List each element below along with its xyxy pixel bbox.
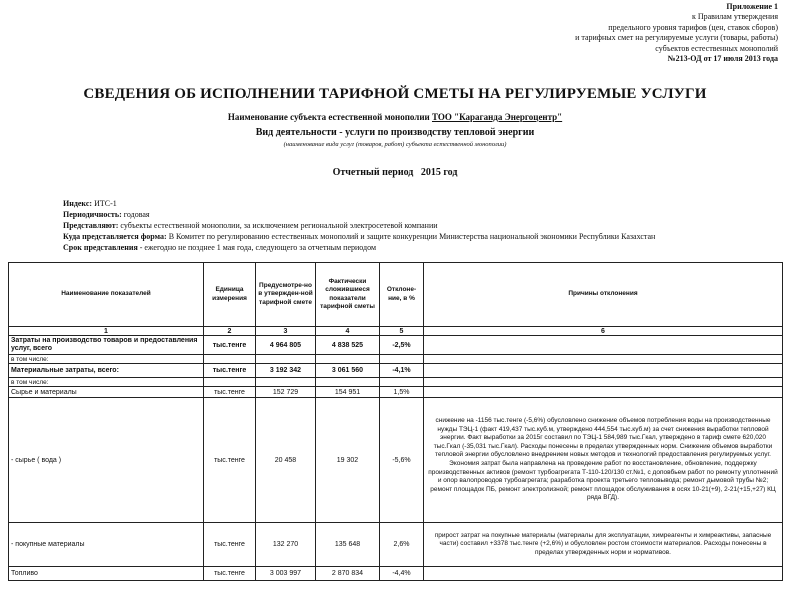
form-meta [63,198,763,253]
row-unit: тыс.тенге [204,387,256,398]
table-row [9,364,783,378]
period-label: Отчетный период [332,167,414,178]
row-name: Затраты на производство товаров и предоставления услуг, всего [9,336,204,355]
subject-label: Наименование субъекта естественной монополии [227,112,430,122]
appendix-line: к Правилам утверждения [691,12,778,22]
row-deviation: -4,4% [380,567,424,581]
row-planned: 4 964 805 [256,336,316,355]
row-planned: 3 003 997 [256,567,316,581]
column-number: 1 [9,327,204,336]
row-name: - сырье ( вода ) [9,398,204,523]
period-line [0,167,790,178]
appendix-line: субъектов естественных монополий [655,43,778,53]
period-value: 2015 год [420,167,458,178]
table-row [9,523,783,567]
header-planned: Предусмотре-но в утвержден-ной тарифной смете [256,263,316,327]
row-actual: 4 838 525 [316,336,380,355]
row-unit: тыс.тенге [204,523,256,567]
row-actual: 2 870 834 [316,567,380,581]
row-planned: 3 192 342 [256,364,316,378]
meta-index-value: ИТС-1 [92,199,117,208]
row-deviation: -5,6% [380,398,424,523]
table-header-row [9,263,783,327]
meta-destination-label: Куда представляется форма: [63,232,167,241]
tariff-execution-table [8,262,783,581]
row-name: Материальные затраты, всего: [9,364,204,378]
meta-periodicity-label: Периодичность: [63,210,122,219]
column-number: 6 [424,327,783,336]
activity-line [0,127,790,138]
row-planned [256,355,316,364]
row-name: в том числе: [9,378,204,387]
column-number: 3 [256,327,316,336]
subject-line [0,112,790,122]
table-row [9,387,783,398]
row-unit: тыс.тенге [204,364,256,378]
meta-periodicity-value: годовая [121,210,150,219]
row-name: - покупные материалы [9,523,204,567]
row-unit: тыс.тенге [204,398,256,523]
meta-periodicity [63,209,763,220]
row-name: Сырье и материалы [9,387,204,398]
row-name: в том числе: [9,355,204,364]
column-number: 4 [316,327,380,336]
table-row [9,336,783,355]
row-actual [316,378,380,387]
header-name: Наименование показателей [9,263,204,327]
row-unit [204,378,256,387]
row-deviation: -4,1% [380,364,424,378]
subject-value: ТОО "Караганда Энергоцентр" [431,112,563,122]
appendix-order: №213-ОД от 17 июля 2013 года [667,54,778,64]
row-actual [316,355,380,364]
table-row [9,378,783,387]
appendix-line: предельного уровня тарифов (цен, ставок сборов) [608,22,778,32]
row-deviation: -2,5% [380,336,424,355]
document-title: СВЕДЕНИЯ ОБ ИСПОЛНЕНИИ ТАРИФНОЙ СМЕТЫ НА РЕГУЛИРУЕМЫЕ УСЛУГИ [83,86,707,102]
row-reason [424,378,783,387]
column-number-row [9,327,783,336]
appendix-line: и тарифных смет на регулируемые услуги (товары, работы) [575,33,778,43]
appendix-number: Приложение 1 [726,2,778,11]
row-planned: 152 729 [256,387,316,398]
row-deviation: 2,6% [380,523,424,567]
table-row [9,567,783,581]
row-actual: 135 648 [316,523,380,567]
row-actual: 154 951 [316,387,380,398]
row-reason: снижение на -1156 тыс.тенге (-5,6%) обусловлено снижение объемов потребления воды на производственные нужды ТЭЦ-1 (факт 419,437 тыс.куб.м, утверждено 444,554 тыс.куб.м) за счет снижения выработки тепловой энергии. Факт выработки за 2015г составил по ТЭЦ-1 584,989 тыс.Гкал, утверждено в тариф смете 620,020 тыс.Гкал (-35,031 тыс.Гкал). Расходы понесены в пределах утвержденных норм. Снижение объемов выработки тепловой энергии обусловлено внедрением новых методов и технологий предоставления регулируемых услуг. Экономия затрат была направлена на проведение работ по восстановление, обновление, поддержку производственных активов (ремонт турбоагрегата Т-110-120/130 ст.№1, с доповбьем работ по ремонту уплотнений и опор валопроводов турбоагрегата; разработка проекта третьего тепловывода; ремонт дымовой трубы №2; ремонт площадок ПБ, ремонт электролизной; ремонт площадок обслуживания в осях 10-21(+9), 2-21(+15,+27) КЦ ряда ВГД). [424,398,783,523]
header-reasons: Причины отклонения [424,263,783,327]
row-planned [256,378,316,387]
row-planned: 132 270 [256,523,316,567]
column-number: 5 [380,327,424,336]
row-reason [424,364,783,378]
meta-destination-value: В Комитет по регулированию естественных монополий и защите конкуренции Министерства национальной экономики Республики Казахстан [166,232,656,241]
header-actual: Фактически сложившиеся показатели тарифной сметы [316,263,380,327]
meta-deadline-value: - ежегодно не позднее 1 мая года, следующего за отчетным периодом [137,243,377,252]
row-reason [424,387,783,398]
activity-label: Вид деятельности - [255,127,346,138]
row-deviation [380,378,424,387]
row-reason [424,567,783,581]
row-actual: 19 302 [316,398,380,523]
row-unit: тыс.тенге [204,336,256,355]
header-unit: Единица измерения [204,263,256,327]
table-row [9,398,783,523]
meta-index [63,198,763,209]
activity-note: (наименование вида услуг (товаров, работ) субъекта естественной монополии) [283,141,507,148]
activity-value: услуги по производству тепловой энергии [345,127,535,138]
row-actual: 3 061 560 [316,364,380,378]
header-deviation: Отклоне-ние, в % [380,263,424,327]
meta-destination [63,231,763,242]
row-deviation: 1,5% [380,387,424,398]
row-unit: тыс.тенге [204,567,256,581]
meta-submitters [63,220,763,231]
meta-deadline-label: Срок представления [63,243,138,252]
appendix-block [478,2,778,64]
row-reason [424,336,783,355]
table-row [9,355,783,364]
meta-index-label: Индекс: [63,199,93,208]
row-unit [204,355,256,364]
row-reason: прирост затрат на покупные материалы (материалы для эксплуатации, химреагенты и химреактивы, запасные части) составил +3378 тыс.тенге (+2,6%) и обусловлен ростом стоимости материалов. Расходы понесены в пределах утвержденных норм и нормативов. [424,523,783,567]
row-deviation [380,355,424,364]
row-reason [424,355,783,364]
meta-deadline [63,242,763,253]
meta-submitters-label: Представляют: [63,221,119,230]
column-number: 2 [204,327,256,336]
row-planned: 20 458 [256,398,316,523]
row-name: Топливо [9,567,204,581]
meta-submitters-value: субъекты естественной монополии, за исключением региональной электросетевой компании [118,221,438,230]
